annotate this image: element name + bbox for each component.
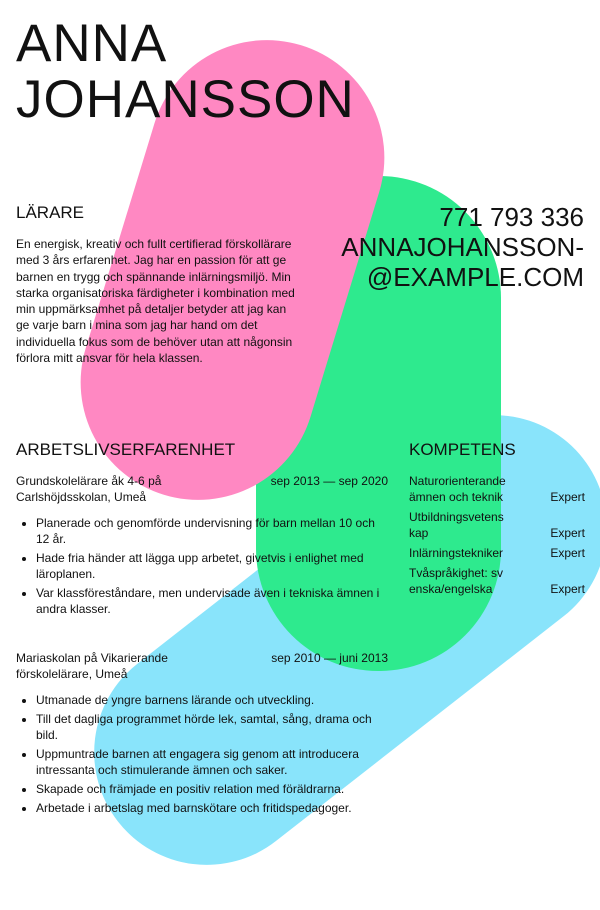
job-title: Grundskolelärare åk 4-6 på Carlshöjdsskolan, Umeå xyxy=(16,474,162,504)
skill-level: Expert xyxy=(550,582,585,596)
job-bullet: • Till det dagliga programmet hörde lek, samtal, sång, drama och bild. xyxy=(36,711,388,743)
skill-level: Expert xyxy=(550,526,585,540)
skill-item xyxy=(409,565,585,597)
skill-name: Naturorienterande ämnen och teknik xyxy=(409,474,506,504)
skill-level: Expert xyxy=(550,546,585,560)
skill-level: Expert xyxy=(550,490,585,504)
name-first: ANNA xyxy=(16,14,168,73)
phone: 771 793 336 xyxy=(439,202,584,232)
summary: En energisk, kreativ och fullt certifierad förskollärare med 3 års erfarenhet. Jag har en passion för att ge barnen en trygg och spännande inlärningsmiljö. Min starka organisatoriska färdigheter i kombination med min uppmärksamhet på detaljer betyder att jag kan ge varje barn i mina som jag har hand om det individuella fokus som de behöver utan att någonsin förlora mitt ansvar för hela klassen. xyxy=(16,237,295,366)
skills-heading: KOMPETENS xyxy=(409,440,516,459)
job-title: LÄRARE xyxy=(16,203,85,222)
job-bullet: • Var klassföreståndare, men undervisade även i tekniska ämnen i andra klasser. xyxy=(36,585,388,617)
skill-item xyxy=(409,545,585,561)
skill-item xyxy=(409,509,585,541)
contact-block xyxy=(341,202,584,292)
job-bullet: • Uppmuntrade barnen att engagera sig genom att introducera intressanta och stimulerande ämnen och saker. xyxy=(36,746,388,778)
job-title: Mariaskolan på Vikarierande förskolelärare, Umeå xyxy=(16,651,168,681)
skills-list xyxy=(409,473,585,601)
skill-name: Inlärningstekniker xyxy=(409,546,504,560)
skill-name: Tvåspråkighet: svenska/engelska xyxy=(409,566,504,596)
job-bullet: • Hade fria händer att lägga upp arbetet, givetvis i enlighet med läroplanen. xyxy=(36,550,388,582)
job-bullet: • Utmanade de yngre barnens lärande och utveckling. xyxy=(36,692,388,708)
email-line-2: @EXAMPLE.COM xyxy=(366,262,584,292)
experience-heading: ARBETSLIVSERFARENHET xyxy=(16,440,236,459)
job-entry xyxy=(16,650,388,819)
job-dates: sep 2010 — juni 2013 xyxy=(271,651,388,665)
job-bullet: • Skapade och främjade en positiv relation med föräldrarna. xyxy=(36,781,388,797)
candidate-name xyxy=(16,16,355,128)
email-line-1: ANNAJOHANSSON- xyxy=(341,232,584,262)
job-entry xyxy=(16,473,388,620)
skill-item xyxy=(409,473,585,505)
name-last: JOHANSSON xyxy=(16,70,355,129)
job-bullet: • Planerade och genomförde undervisning för barn mellan 10 och 12 år. xyxy=(36,515,388,547)
job-bullet: • Arbetade i arbetslag med barnskötare och fritidspedagoger. xyxy=(36,800,388,816)
skill-name: Utbildningsvetenskap xyxy=(409,510,504,540)
job-dates: sep 2013 — sep 2020 xyxy=(270,474,388,488)
